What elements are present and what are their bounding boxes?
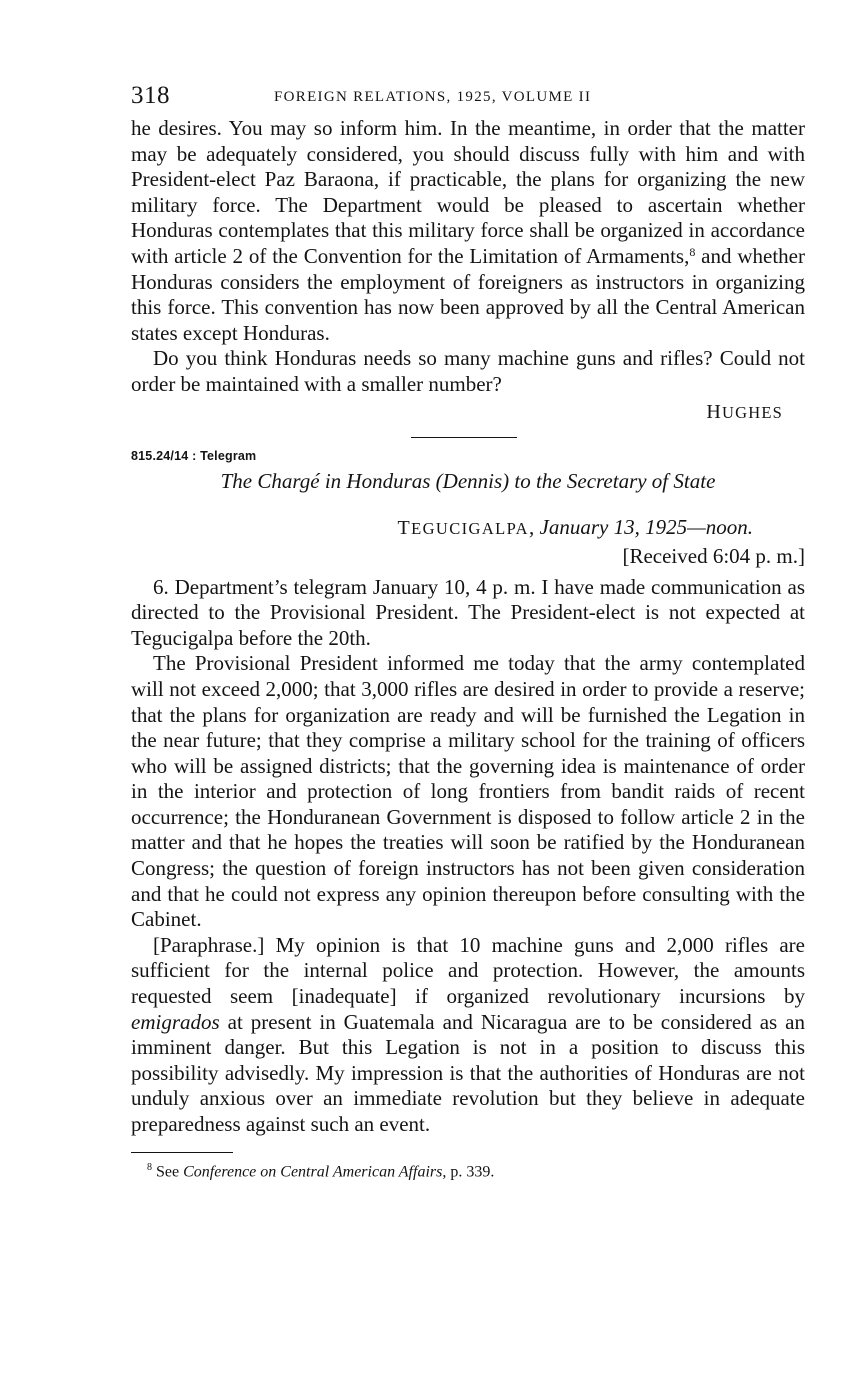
footnote-reference: 8 — [689, 244, 696, 259]
footnote-title: Conference on Central American Affairs — [183, 1162, 443, 1180]
signature — [131, 401, 805, 427]
document-title: The Chargé in Honduras (Dennis) to the Secretary of State — [220, 468, 716, 493]
telegram-paragraph-3-continued: at present in Guatemala and Nicaragua are to be considered as an imminent danger. But this Legation is not in a position to discuss this possibility advisedly. My impression is that the authorities of Honduras are not unduly anxious over an immediate revolution but they believe in adequate preparedness against such an event. — [131, 1009, 805, 1136]
footnote-number: 8 — [147, 1161, 152, 1173]
telegram-paragraph-1: 6. Department’s telegram January 10, 4 p. m. I have made communication as directed to the Provisional President. The President-elect is not expected at Tegucigalpa before the 20th. — [131, 574, 805, 650]
page-number: 318 — [131, 82, 170, 109]
received-note: [Received 6:04 p. m.] — [622, 543, 805, 568]
signature-rest: UGHES — [721, 402, 783, 422]
running-title: FOREIGN RELATIONS, 1925, VOLUME II — [274, 89, 592, 105]
telegram-body — [131, 575, 805, 1138]
footnote — [131, 1162, 805, 1181]
letter-paragraph-1-continued: and whether Honduras considers the employment of foreigners as instructors in organizing this force. This convention has now been approved by all the Central American states except Honduras. — [131, 243, 805, 345]
dateline-place — [397, 516, 529, 539]
telegram-paragraph-3 — [131, 933, 805, 1138]
letter-paragraph-1 — [131, 116, 805, 346]
telegram-paragraph-3-italic: emigrados — [131, 1009, 220, 1034]
running-head — [131, 82, 805, 116]
footnote-suffix: , p. 339. — [442, 1162, 495, 1180]
dateline-place-rest: EGUCIGALPA — [411, 518, 529, 538]
letter-paragraph-1-text: he desires. You may so inform him. In the meantime, in order that the matter may be adequately considered, you should discuss fully with him and with President-elect Paz Baraona, if practicable, the plans for organizing the new military force. The Department would be pleased to ascertain whether Honduras contemplates that this military force shall be organized in accordance with article 2 of the Convention for the Limitation of Armaments, — [131, 116, 805, 268]
dateline-place-initial: T — [397, 516, 412, 539]
footnote-divider — [131, 1152, 233, 1153]
document-page — [131, 82, 805, 1181]
file-reference: 815.24/14 : Telegram — [131, 448, 257, 463]
telegram-paragraph-3-text: [Paraphrase.] My opinion is that 10 machine guns and 2,000 rifles are sufficient for the internal police and protection. However, the amounts requested seem [inadequate] if organized revolutionary incursions by — [131, 932, 805, 1009]
telegram-paragraph-2: The Provisional President informed me today that the army contemplated will not exceed 2,000; that 3,000 rifles are desired in order to provide a reserve; that the plans for organization are ready and will be furnished the Legation in the near future; that they comprise a military school for the training of officers who will be assigned districts; that the governing idea is maintenance of order in the interior and protection of long frontiers from bandit raids of recent occurrence; the Honduranean Government is disposed to follow article 2 in the matter and that he hopes the treaties will soon be ratified by the Honduranean Congress; the question of foreign instructors has not been given consideration and that he could not express any opinion thereupon before consulting with the Cabinet. — [131, 651, 805, 932]
dateline-date: January 13, 1925—noon. — [539, 514, 753, 539]
letter-paragraph-2: Do you think Honduras needs so many machine guns and rifles? Could not order be maintained with a smaller number? — [131, 346, 805, 396]
signature-initial: H — [706, 400, 722, 423]
dateline: TEGUCIGALPA, January 13, 1925—noon. — [397, 514, 753, 539]
section-divider — [411, 437, 517, 438]
footnote-prefix: See — [156, 1162, 184, 1180]
